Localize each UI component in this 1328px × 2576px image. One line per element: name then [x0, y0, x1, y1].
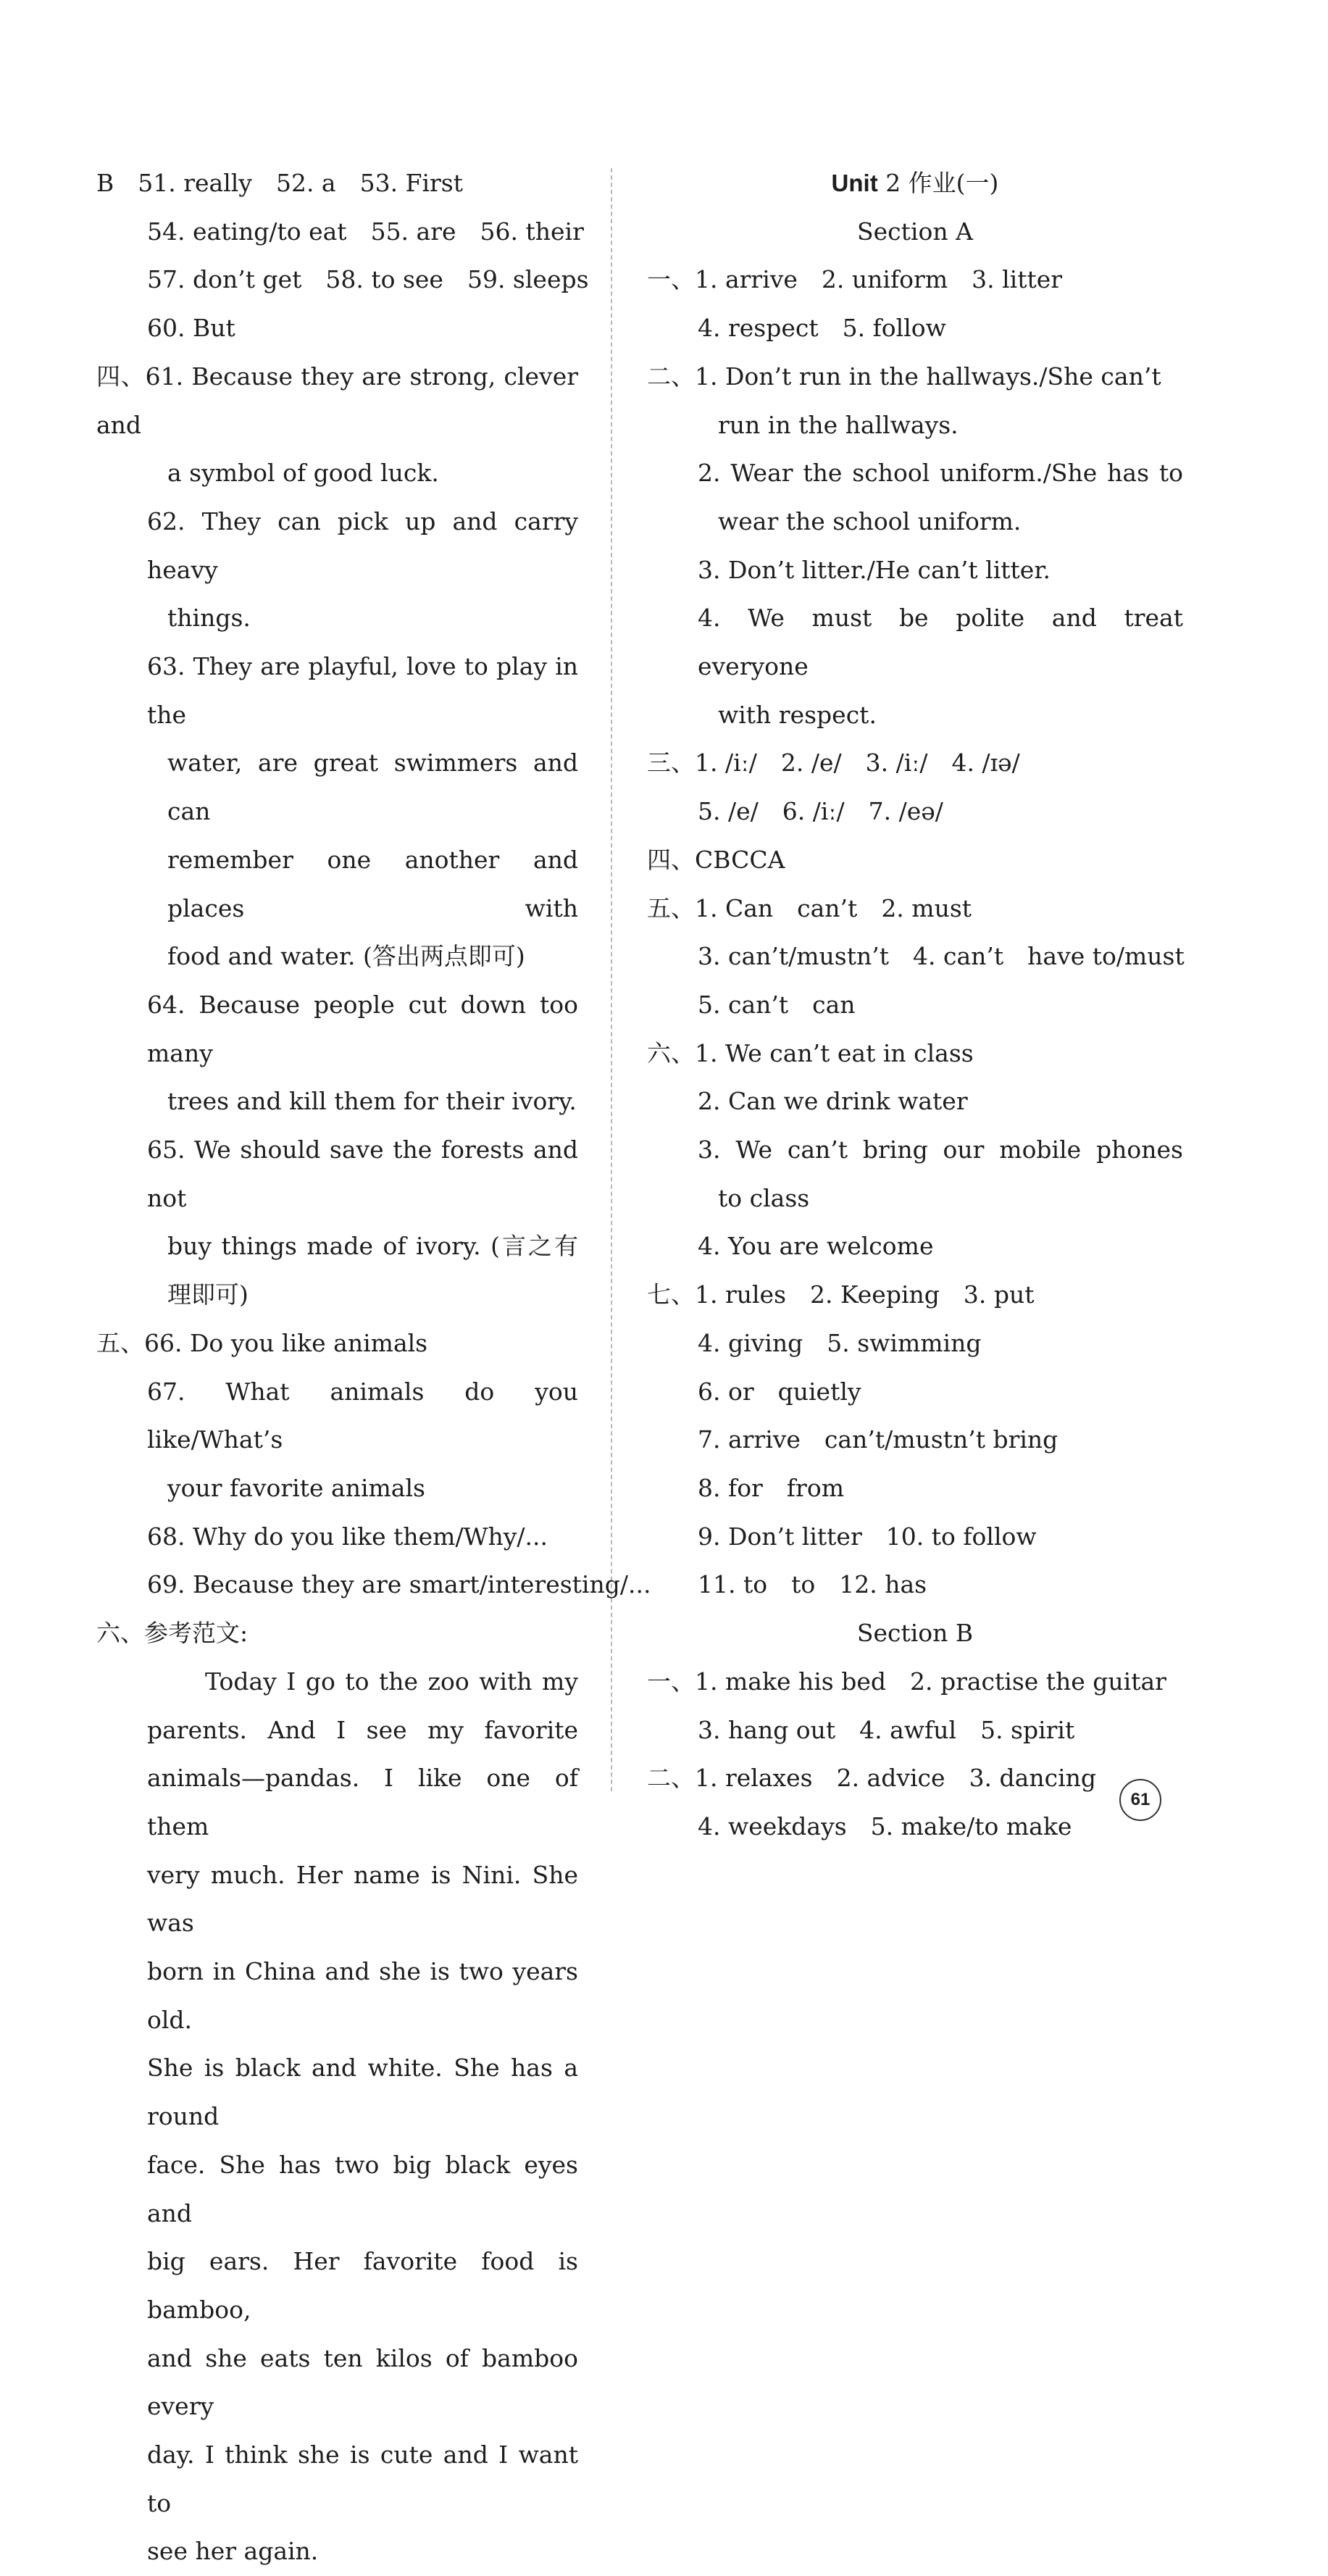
answer-line: 六、1. We can’t eat in class	[647, 1038, 974, 1067]
answer-line: run in the hallways.	[718, 410, 959, 439]
answer-line: 五、1. Can can’t 2. must	[647, 893, 972, 922]
essay-heading: 六、参考范文:	[96, 1619, 249, 1648]
answer-line: 64. Because people cut down too many	[147, 990, 578, 1067]
answer-line: 4. respect 5. follow	[698, 314, 946, 343]
essay-line: She is black and white. She has a round	[147, 2054, 578, 2131]
answer-line: 7. arrive can’t/mustn’t bring	[698, 1425, 1058, 1454]
answer-line: to class	[718, 1183, 810, 1212]
answer-line: water, are great swimmers and can	[167, 749, 578, 826]
answer-line: 五、66. Do you like animals	[96, 1328, 428, 1357]
answer-line: 5. can’t can	[698, 990, 856, 1019]
essay-line: Today I go to the zoo with my	[205, 1667, 578, 1696]
answer-line: 4. weekdays 5. make/to make	[698, 1812, 1072, 1841]
answer-line: wear the school uniform.	[718, 507, 1022, 535]
answer-line: 65. We should save the forests and not	[147, 1135, 578, 1212]
answer-line: buy things made of ivory. (言之有	[167, 1232, 578, 1261]
section-heading: Section A	[857, 217, 973, 246]
answer-line: 6. or quietly	[698, 1377, 861, 1406]
essay-line: animals—pandas. I like one of them	[147, 1764, 578, 1841]
answer-line: 5. /e/ 6. /iː/ 7. /eə/	[698, 797, 943, 826]
answer-line: things.	[167, 604, 251, 633]
answer-line: 9. Don’t litter 10. to follow	[698, 1522, 1037, 1551]
answer-line: 四、61. Because they are strong, clever and	[96, 362, 578, 439]
answer-line: 3. We can’t bring our mobile phones	[698, 1135, 1183, 1164]
answer-line: B 51. really 52. a 53. First	[96, 169, 463, 197]
unit-title-rest: 2 作业(一)	[877, 169, 999, 197]
essay-line: day. I think she is cute and I want to	[147, 2440, 578, 2517]
answer-line: 4. We must be polite and treat everyone	[698, 604, 1183, 681]
answer-line: 一、1. arrive 2. uniform 3. litter	[647, 265, 1063, 294]
answer-line: with respect.	[718, 700, 877, 729]
page-number-badge: 61	[1119, 1779, 1161, 1821]
left-column	[96, 159, 651, 2576]
answer-line: 11. to to 12. has	[698, 1570, 927, 1599]
answer-line: 二、1. Don’t run in the hallways./She can’t	[647, 362, 1161, 391]
answer-line: 8. for from	[698, 1473, 844, 1502]
answer-line: food and water. (答出两点即可)	[167, 942, 525, 971]
answer-line: 57. don’t get 58. to see 59. sleeps	[147, 265, 589, 294]
unit-title-word: Unit	[831, 170, 878, 196]
answer-line: a symbol of good luck.	[167, 459, 439, 488]
answer-line: 4. You are welcome	[698, 1232, 934, 1261]
essay-line: very much. Her name is Nini. She was	[147, 1860, 578, 1938]
answer-line: 3. can’t/mustn’t 4. can’t have to/must	[698, 942, 1185, 971]
essay-line: and she eats ten kilos of bamboo every	[147, 2343, 578, 2421]
essay-line: face. She has two big black eyes and	[147, 2150, 578, 2227]
right-column	[647, 159, 1183, 1851]
answer-line: 2. Wear the school uniform./She has to	[698, 459, 1183, 488]
answer-line: 60. But	[147, 314, 235, 343]
answer-line: 一、1. make his bed 2. practise the guitar	[647, 1667, 1166, 1696]
essay-line: see her again.	[147, 2537, 319, 2566]
answer-line: 二、1. relaxes 2. advice 3. dancing	[647, 1764, 1097, 1793]
answer-line: 67. What animals do you like/What’s	[147, 1377, 578, 1454]
answer-line: your favorite animals	[167, 1473, 425, 1502]
essay-line: big ears. Her favorite food is bamboo,	[147, 2247, 578, 2324]
answer-line: 3. Don’t litter./He can’t litter.	[698, 555, 1051, 584]
answer-line: 54. eating/to eat 55. are 56. their	[147, 217, 584, 246]
answer-line: 三、1. /iː/ 2. /e/ 3. /iː/ 4. /ɪə/	[647, 749, 1020, 778]
answer-line: 3. hang out 4. awful 5. spirit	[698, 1715, 1075, 1744]
answer-line: 63. They are playful, love to play in the	[147, 652, 578, 729]
unit-title	[647, 159, 1183, 208]
section-heading: Section B	[856, 1619, 974, 1648]
essay-line: parents. And I see my favorite	[147, 1715, 578, 1744]
answer-line: 四、CBCCA	[647, 845, 785, 874]
answer-line: 七、1. rules 2. Keeping 3. put	[647, 1280, 1035, 1309]
answer-line: 62. They can pick up and carry heavy	[147, 507, 578, 584]
essay-line: born in China and she is two years old.	[147, 1957, 578, 2034]
column-divider	[611, 168, 612, 1791]
answer-line: trees and kill them for their ivory.	[167, 1087, 577, 1116]
answer-line: 理即可)	[167, 1280, 249, 1309]
answer-line: 69. Because they are smart/interesting/...	[147, 1570, 651, 1599]
answer-line: 2. Can we drink water	[698, 1087, 968, 1116]
answer-line: 68. Why do you like them/Why/...	[147, 1522, 548, 1551]
answer-line: 4. giving 5. swimming	[698, 1328, 982, 1357]
answer-line: remember one another and places with	[167, 845, 578, 922]
